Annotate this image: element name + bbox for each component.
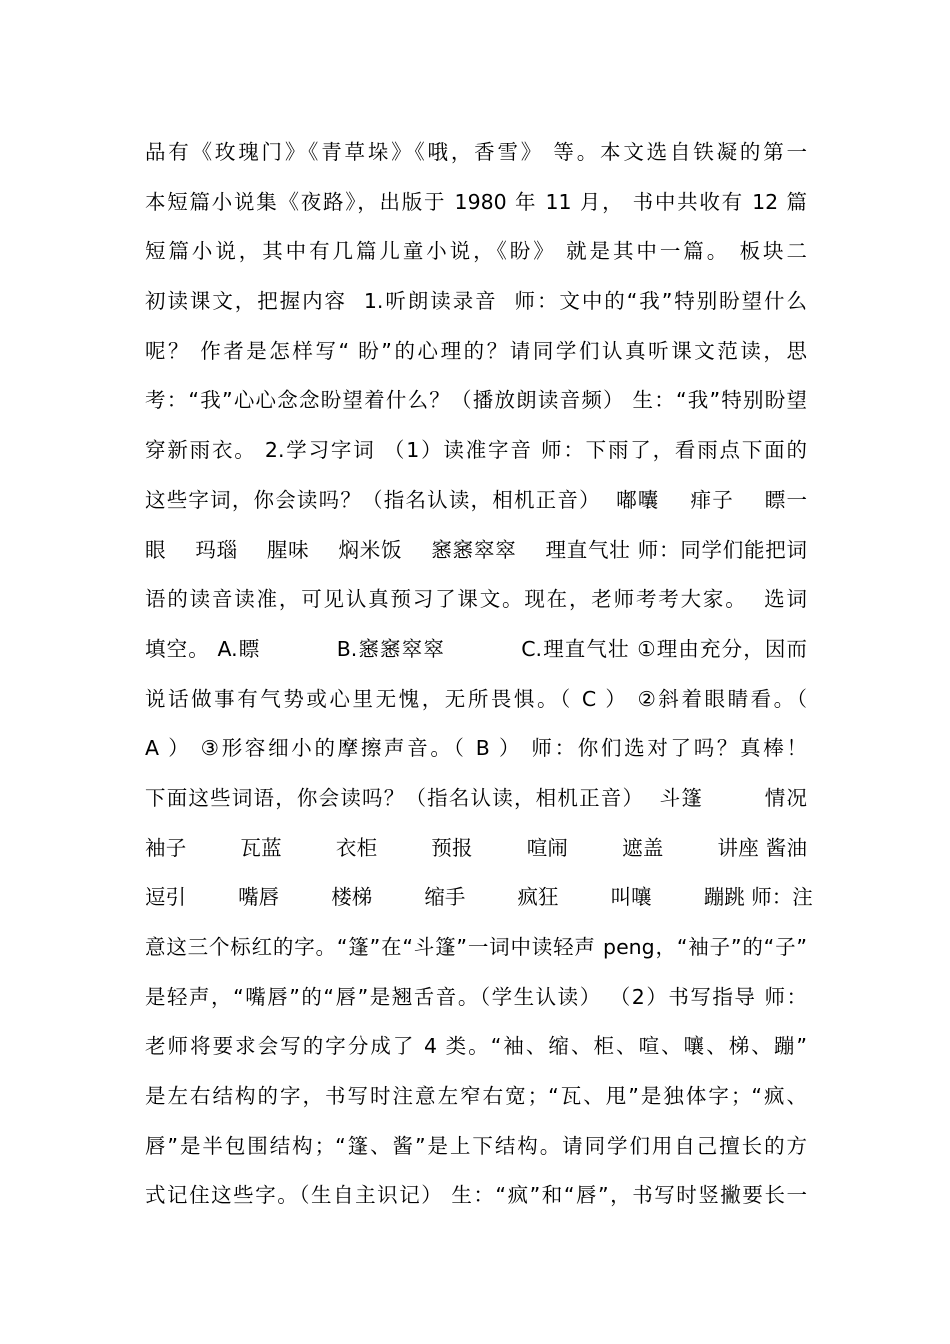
text-line: 眼 玛瑙 腥味 焖米饭 窸窸窣窣 理直气壮 师：同学们能把词: [145, 537, 807, 562]
text-line: 是轻声，“嘴唇”的“唇”是翘舌音。（学生认读） （2）书写指导 师：: [145, 984, 807, 1009]
text-line: 老师将要求会写的字分成了 4 类。“袖、缩、柜、喧、嚷、梯、蹦”: [145, 1034, 807, 1059]
text-line: 初读课文，把握内容 1.听朗读录音 师：文中的“我”特别盼望什么: [145, 289, 807, 314]
body-text: [145, 128, 813, 1221]
text-line: 短篇小说，其中有几篇儿童小说，《盼》 就是其中一篇。 板块二: [145, 239, 807, 264]
text-line: 本短篇小说集《夜路》，出版于 1980 年 11 月， 书中共收有 12 篇: [145, 189, 807, 214]
text-line: 逗引 嘴唇 楼梯 缩手 疯狂 叫嚷 蹦跳 师：注: [145, 885, 813, 910]
text-line: 说话做事有气势或心里无愧，无所畏惧。（ C ） ②斜着眼睛看。（: [145, 686, 807, 711]
text-line: A ） ③形容细小的摩擦声音。（ B ） 师：你们选对了吗？真棒！: [145, 736, 807, 761]
text-line: 这些字词，你会读吗？（指名认读，相机正音） 嘟囔 痱子 瞟一: [145, 487, 807, 512]
text-line: 穿新雨衣。 2.学习字词 （1）读准字音 师：下雨了，看雨点下面的: [145, 438, 807, 463]
text-line: 意这三个标红的字。“篷”在“斗篷”一词中读轻声 peng，“袖子”的“子”: [145, 935, 807, 959]
text-line: 下面这些词语，你会读吗？（指名认读，相机正音） 斗篷 情况: [145, 785, 807, 810]
text-line: 是左右结构的字，书写时注意左窄右宽；“瓦、甩”是独体字；“疯、: [145, 1084, 807, 1109]
text-line: 语的读音读准，可见认真预习了课文。现在，老师考考大家。 选词: [145, 587, 807, 612]
text-line: 式记住这些字。（生自主识记） 生：“疯”和“唇”，书写时竖撇要长一: [145, 1183, 807, 1208]
text-line: 品有《玫瑰门》《青草垛》《哦，香雪》 等。本文选自铁凝的第一: [145, 140, 807, 164]
text-line: 考：“我”心心念念盼望着什么？（播放朗读音频） 生：“我”特别盼望: [145, 388, 807, 413]
text-line: 唇”是半包围结构；“篷、酱”是上下结构。请同学们用自己擅长的方: [145, 1133, 807, 1158]
text-line: 袖子 瓦蓝 衣柜 预报 喧闹 遮盖 讲座 酱油: [145, 835, 807, 860]
text-line: 呢？ 作者是怎样写“ 盼”的心理的？请同学们认真听课文范读，思: [145, 338, 807, 363]
text-line: 填空。 A.瞟 B.窸窸窣窣 C.理直气壮 ①理由充分，因而: [145, 636, 807, 661]
